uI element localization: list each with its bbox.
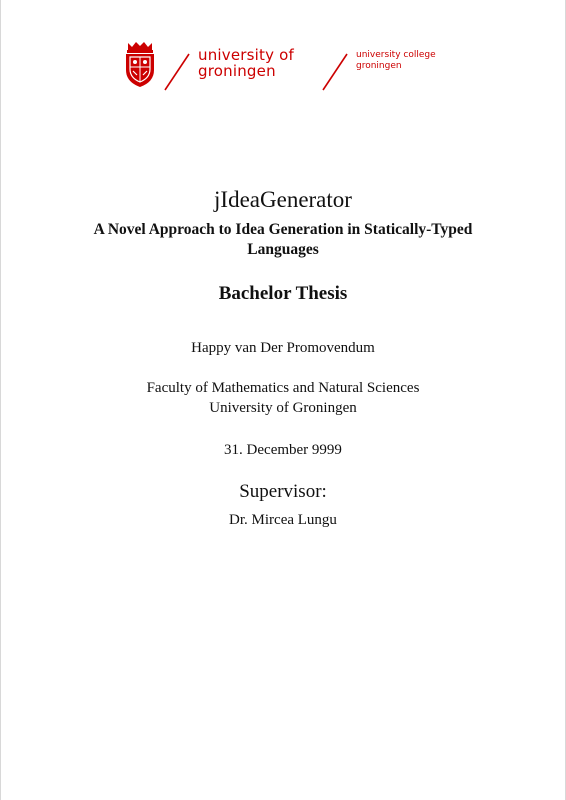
divider-slash-2 xyxy=(320,52,350,92)
university-line-2: groningen xyxy=(198,62,276,80)
submission-date: 31. December 9999 xyxy=(224,442,342,458)
thesis-subtitle: A Novel Approach to Idea Generation in Statically-Typed Languages xyxy=(93,221,473,258)
faculty-name: Faculty of Mathematics and Natural Sciences xyxy=(146,380,420,396)
rug-crest-icon xyxy=(122,40,158,88)
divider-slash-1 xyxy=(162,52,192,92)
college-logotype xyxy=(356,50,436,72)
thesis-title: jIdeaGenerator xyxy=(214,187,352,212)
thesis-type: Bachelor Thesis xyxy=(218,283,348,304)
supervisor-label: Supervisor: xyxy=(239,481,327,502)
university-line-1: university of xyxy=(198,46,295,64)
university-logotype xyxy=(198,47,294,79)
university-name: University of Groningen xyxy=(209,400,357,416)
college-line-1: university college xyxy=(356,50,436,60)
logo-header xyxy=(0,36,566,96)
supervisor-name: Dr. Mircea Lungu xyxy=(229,512,337,528)
college-line-2: groningen xyxy=(356,61,402,71)
author-name: Happy van Der Promovendum xyxy=(191,340,375,356)
